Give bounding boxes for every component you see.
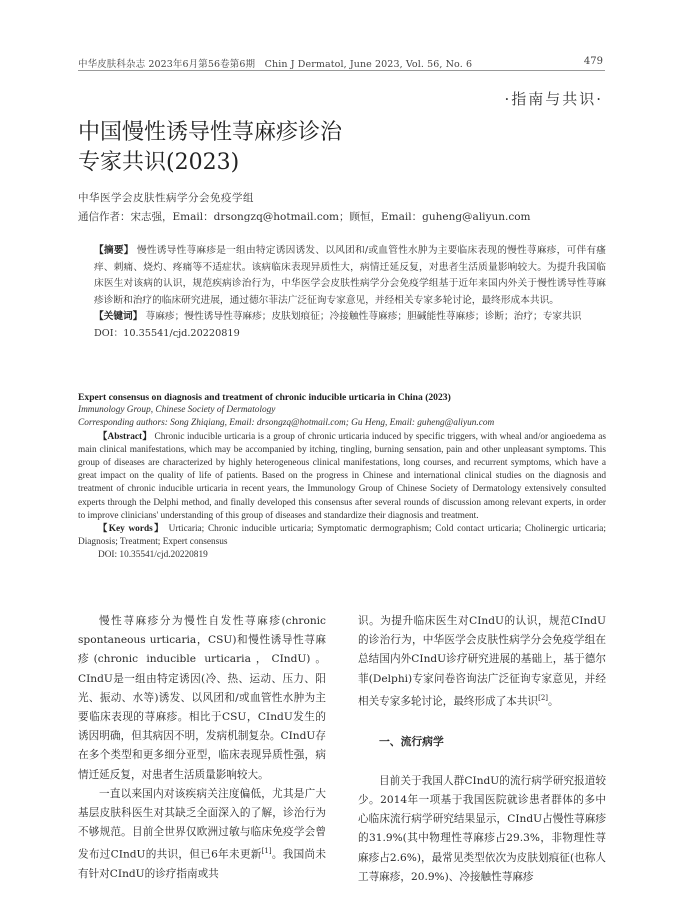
english-corresponding: Corresponding authors: Song Zhiqiang, Email: drsongzq@hotmail.com; Gu Heng, Email: guheng@aliyun.com [78, 418, 495, 429]
body-paragraph [358, 612, 606, 712]
body-text: 一直以来国内对该疾病关注度偏低，尤其是广大基层皮肤科医生对其缺乏全面深入的了解，诊治行为不够规范。目前全世界仅欧洲过敏与临床免疫学会曾发布过CIndU的共识，但已6年未更新 [78, 787, 326, 861]
english-abstract-label: 【Abstract】 [98, 431, 152, 442]
english-keywords-label: 【Key words】 [98, 524, 165, 535]
body-paragraph: 目前关于我国人群CIndU的流行病学研究报道较少。2014年一项基于我国医院就诊患者群体的多中心临床流行病学研究结果显示，CIndU占慢性荨麻疹的31.9%(其中物理性荨麻疹占29.3%，非物理性荨麻疹占2.6%)，最常见类型依次为皮肤划痕征(也称人工荨麻疹，20.9%)、冷接触性荨麻疹 [358, 774, 606, 883]
citation-ref[interactable]: [1] [261, 847, 272, 856]
english-title: Expert consensus on diagnosis and treatment of chronic inducible urticaria in China (2023) [78, 392, 451, 403]
title-line-1: 中国慢性诱导性荨麻疹诊治 [78, 120, 343, 145]
citation-ref[interactable]: [2] [538, 693, 549, 702]
body-paragraph: 慢性荨麻疹分为慢性自发性荨麻疹(chronic spontaneous urticaria，CSU)和慢性诱导性荨麻疹(chronic inducible urticaria，CIndU)。CIndU是一组由特定诱因(冷、热、运动、压力、阳光、振动、水等)诱发、以风团和/或血管性水肿为主要临床表现的荨麻疹。相比于CSU，CIndU发生的诱因明确，但其病因不明，发病机制复杂。CIndU存在多个类型和更多细分亚型，临床表现异质性强，病情迁延反复，对患者生活质量影响较大。 [78, 615, 326, 781]
keywords-label: 【关键词】 [94, 311, 143, 322]
body-text: 识。为提升临床医生对CIndU的认识，规范CIndU的诊治行为，中华医学会皮肤性病学分会免疫学组在总结国内外CIndU诊疗研究进展的基础上，基于德尔菲(Delphi)专家问卷咨询法广泛征询专家意见，并经相关专家多轮讨论，最终形成了本共识 [358, 615, 606, 708]
corresponding-authors: 通信作者：宋志强，Email：drsongzq@hotmail.com；顾恒，Email：guheng@aliyun.com [78, 211, 531, 223]
body-column-right [358, 612, 606, 887]
abstract-chinese [78, 243, 606, 342]
section-heading: 一、流行病学 [379, 734, 444, 748]
abstract-english [78, 391, 606, 563]
body-text: 。我国尚未有针对CIndU的诊疗指南或共 [78, 848, 327, 881]
keywords-text: 荨麻疹；慢性诱导性荨麻疹；皮肤划痕征；冷接触性荨麻疹；胆碱能性荨麻疹；诊断；治疗；专家共识 [145, 311, 582, 322]
author-group: 中华医学会皮肤性病学分会免疫学组 [78, 192, 254, 204]
title-line-2: 专家共识(2023) [78, 150, 240, 175]
english-keywords-text: Urticaria; Chronic inducible urticaria; Symptomatic dermographism; Cold contact urticaria; Cholinergic urticaria; Diagnosis; Treatment; Expert consensus [78, 524, 607, 548]
section-tag: ·指南与共识· [504, 90, 603, 108]
english-group: Immunology Group, Chinese Society of Dermatology [78, 405, 276, 416]
body-column-left [78, 612, 326, 884]
abstract-label: 【摘要】 [94, 245, 134, 256]
journal-header: 中华皮肤科杂志 2023年6月第56卷第6期 Chin J Dermatol, June 2023, Vol. 56, No. 6 [78, 59, 473, 70]
abstract-text: 慢性诱导性荨麻疹是一组由特定诱因诱发、以风团和/或血管性水肿为主要临床表现的慢性荨麻疹，可伴有瘙痒、刺痛、烧灼、疼痛等不适症状。该病临床表现异质性大，病情迁延反复，对患者生活质量影响较大。为提升我国临床医生对该病的认识，规范疾病诊治行为，中华医学会皮肤性病学分会免疫学组基于近年来国内外关于慢性诱导性荨麻疹诊断和治疗的临床研究进展，通过德尔菲法广泛征询专家意见，并经相关专家多轮讨论，最终形成本共识。 [94, 245, 606, 306]
header-rule [78, 70, 605, 71]
article-title [78, 118, 342, 178]
body-text: 。 [548, 695, 559, 708]
english-abstract-text: Chronic inducible urticaria is a group of chronic urticaria induced by specific triggers, with wheal and/or angioedema as main clinical manifestations, which may be accompanied by itching, tingling, burning sensation, pain and other unpleasant symptoms. This group of diseases are characterized by highly heterogeneous clinical manifestations, long courses, and recurrent symptoms, which have a great impact on the quality of life of patients. Based on the progress in Chinese and international clinical studies on the diagnosis and treatment of chronic inducible urticaria in recent years, the Immunology Group of Chinese Society of Dermatology extensively consulted experts through the Delphi method, and finally developed this consensus after several rounds of discussion among relevant experts, in order to improve clinicians' understanding of this group of diseases and standardize their diagnosis and treatment. [78, 431, 606, 521]
doi-en: DOI: 10.35541/cjd.20220819 [98, 550, 208, 561]
page-number: 479 [583, 56, 603, 67]
body-paragraph [78, 785, 326, 885]
doi-cn: DOI：10.35541/cjd.20220819 [94, 327, 240, 339]
